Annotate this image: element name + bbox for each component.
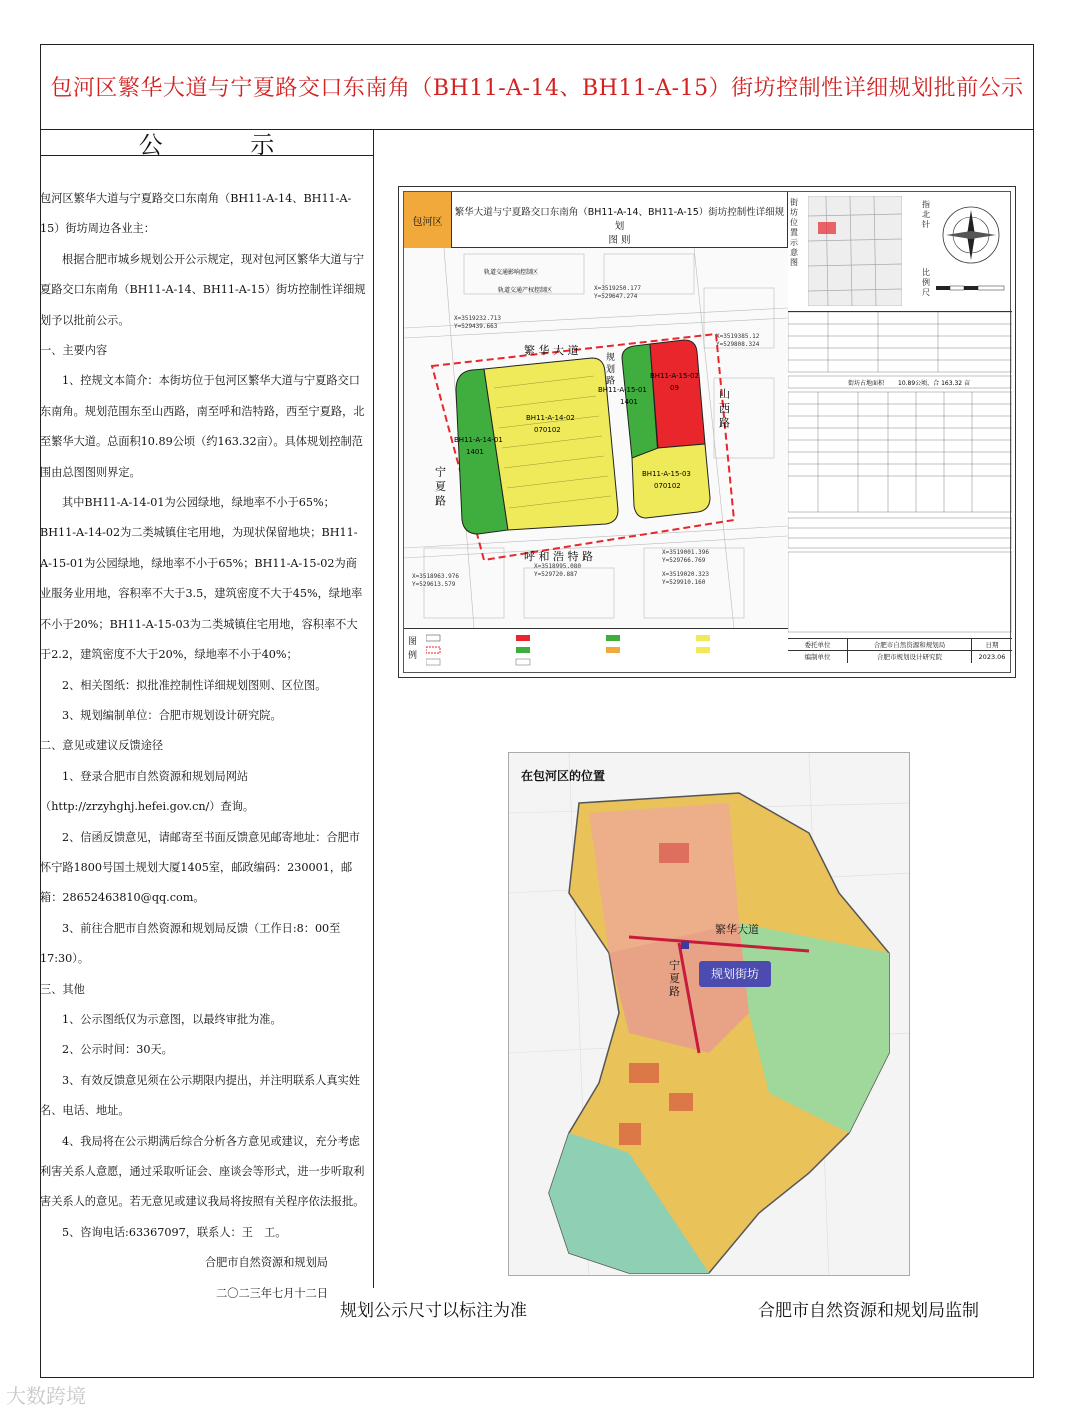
plan-sheet [398, 186, 1016, 678]
coord-label: Y=529439.663 [454, 323, 498, 330]
parcel-label: BH11-A-14-02 [526, 414, 575, 422]
notice-heading [40, 130, 373, 159]
planned-block-callout: 规划街坊 [699, 961, 771, 987]
date-value: 2023.06 [978, 653, 1006, 661]
bottom-bar [40, 1288, 1034, 1378]
page-title: 包河区繁华大道与宁夏路交口东南角（BH11-A-14、BH11-A-15）街坊控制性详细规划批前公示 [50, 76, 1024, 101]
coord-label: X=3518995.080 [534, 563, 581, 570]
section-heading: 二、意见或建议反馈途径 [40, 739, 164, 753]
section-heading: 一、主要内容 [40, 344, 108, 358]
scale-label: 比例尺 [922, 268, 930, 297]
notice-paragraph: 3、规划编制单位：合肥市规划设计研究院。 [62, 708, 282, 722]
coord-label: Y=529910.160 [662, 579, 706, 586]
notice-paragraph: 包河区繁华大道与宁夏路交口东南角（BH11-A-14、BH11-A-15）街坊周边各业主： [40, 192, 352, 236]
notice-paragraph: 2、信函反馈意见，请邮寄至书面反馈意见邮寄地址：合肥市怀宁路1800号国土规划大厦1405室，邮政编码：230001，邮箱：28652463810@qq.com。 [40, 830, 360, 905]
parcel-bh11-a-15-02 [650, 340, 705, 448]
compass-label: 指北针 [922, 200, 930, 229]
district-map-title: 在包河区的位置 [521, 769, 606, 783]
legend-label: 图 例 [408, 637, 418, 661]
coord-label: Y=529720.887 [534, 571, 578, 578]
road-label-inner: 规 划 路 [604, 352, 614, 385]
plan-sheet-title [452, 192, 788, 248]
rail-zone-label: 轨道交通影响控制区 [484, 269, 539, 276]
coord-label: Y=529613.579 [412, 581, 456, 588]
legend [404, 628, 788, 674]
notice-heading-text: 公 示 [138, 131, 315, 159]
north-arrow-icon [936, 200, 1006, 270]
section-heading: 三、其他 [40, 982, 85, 996]
district-map-drawing [509, 753, 910, 1276]
district-road-label: 繁华大道 [715, 923, 759, 936]
footer-issuer: 合肥市自然资源和规划局监制 [758, 1301, 979, 1321]
road-label-north: 繁 华 大 道 [524, 344, 579, 357]
parcel-label: BH11-A-14-01 [454, 436, 503, 444]
legend-swatches [426, 633, 782, 671]
sheet-footer [788, 638, 1012, 674]
parcel-code: 09 [670, 384, 679, 392]
plan-sheet-inner [403, 191, 1011, 673]
notice-paragraph: 2、公示时间：30天。 [62, 1043, 173, 1057]
area-value: 10.89公顷，合 163.32 亩 [898, 380, 970, 387]
notice-paragraph: 3、前往合肥市自然资源和规划局反馈（工作日:8：00至17:30）。 [40, 921, 341, 966]
district-map [508, 752, 910, 1276]
parcel-label: BH11-A-15-01 [598, 386, 647, 394]
location-label: 街坊位置示意图 [790, 198, 798, 267]
location-mini-map [808, 196, 902, 306]
plan-title-line2: 图 则 [608, 235, 631, 246]
parcel-bh11-a-15-03 [632, 444, 710, 518]
region-label: 包河区 [404, 192, 452, 248]
coord-label: X=3519232.713 [454, 315, 501, 322]
parcel-bh11-a-14-02 [484, 358, 618, 530]
road-label-west: 宁 夏 路 [433, 466, 447, 506]
plan-drawing [404, 248, 788, 628]
parcel-label: BH11-A-15-02 [650, 372, 699, 380]
parcel-code: 1401 [466, 448, 484, 456]
maker-label: 编制单位 [788, 651, 848, 663]
control-tables [788, 312, 1012, 638]
parcel-code: 070102 [534, 426, 561, 434]
coord-label: X=3519250.177 [594, 285, 641, 292]
maker-value: 合肥市规划设计研究院 [848, 651, 972, 663]
notice-paragraph: 5、咨询电话:63367097，联系人：王 工。 [62, 1225, 287, 1239]
notice-paragraph: 其中BH11-A-14-01为公园绿地，绿地率不小于65%；BH11-A-14-02为二类城镇住宅用地，为现状保留地块；BH11-A-15-01为公园绿地，绿地率不小于65%；BH11-A-15-02为商业服务业用地，容积率不大于3.5，建筑密度不大于45%，绿地率不小于20%；BH11-A-15-03为二类城镇住宅用地，容积率不大于2.2，建筑密度不大于20%，绿地率不小于40%； [40, 496, 363, 662]
coord-label: X=3519001.396 [662, 549, 709, 556]
notice-paragraph: 根据合肥市城乡规划公开公示规定，现对包河区繁华大道与宁夏路交口东南角（BH11-A-14、BH11-A-15）街坊控制性详细规划予以批前公示。 [40, 252, 366, 327]
plan-title-line1: 繁华大道与宁夏路交口东南角（BH11-A-14、BH11-A-15）街坊控制性详细规划 [454, 207, 785, 232]
date-label: 日期 [985, 641, 999, 649]
rail-zone-label: 轨道交通产权控制区 [498, 287, 553, 294]
coord-label: Y=529766.769 [662, 557, 706, 564]
parcel-label: BH11-A-15-03 [642, 470, 691, 478]
notice-paragraph: 2、相关图纸：拟批准控制性详细规划图则、区位图。 [62, 678, 327, 692]
road-label-east: 山 西 路 [717, 388, 731, 428]
notice-paragraph: 4、我局将在公示期满后综合分析各方意见或建议，充分考虑利害关系人意愿，通过采取听证会、座谈会等形式，进一步听取利害关系人的意见。若无意见或建议我局将按照有关程序依法报批。 [40, 1134, 365, 1209]
client-label: 委托单位 [788, 639, 848, 650]
notice-column [40, 130, 374, 1300]
title-bar [40, 44, 1034, 130]
notice-paragraph: 3、有效反馈意见须在公示期限内提出，并注明联系人真实姓名、电话、地址。 [40, 1073, 360, 1118]
coord-label: Y=529808.324 [716, 341, 760, 348]
coord-label: X=3519020.323 [662, 571, 709, 578]
parcel-code: 070102 [654, 482, 681, 490]
notice-body [40, 184, 374, 1309]
signature-org: 合肥市自然资源和规划局 [204, 1256, 328, 1270]
coord-label: Y=529647.274 [594, 293, 638, 300]
footer-note: 规划公示尺寸以标注为准 [340, 1301, 527, 1321]
district-road-label: 宁夏路 [669, 959, 680, 998]
notice-paragraph: 1、公示图纸仅为示意图，以最终审批为准。 [62, 1012, 282, 1026]
parcel-code: 1401 [620, 398, 638, 406]
scale-bar [936, 284, 1006, 294]
signature-date: 二〇二三年七月十二日 [216, 1286, 328, 1300]
watermark: 大数跨境 [6, 1384, 86, 1408]
road-label-south: 呼 和 浩 特 路 [524, 550, 593, 563]
client-value: 合肥市自然资源和规划局 [848, 639, 972, 650]
notice-paragraph: 1、控规文本简介：本街坊位于包河区繁华大道与宁夏路交口东南角。规划范围东至山西路，南至呼和浩特路，西至宁夏路，北至繁华大道。总面积10.89公顷（约163.32亩）。具体规划控制范围由总图图则界定。 [40, 374, 365, 479]
location-panel [788, 192, 1012, 312]
notice-paragraph: 1、登录合肥市自然资源和规划局网站（http://zrzyhghj.hefei.gov.cn/）查询。 [40, 769, 255, 814]
coord-label: X=3519385.12 [716, 333, 760, 340]
area-label: 街坊占地面积 [848, 380, 885, 387]
coord-label: X=3518963.976 [412, 573, 459, 580]
